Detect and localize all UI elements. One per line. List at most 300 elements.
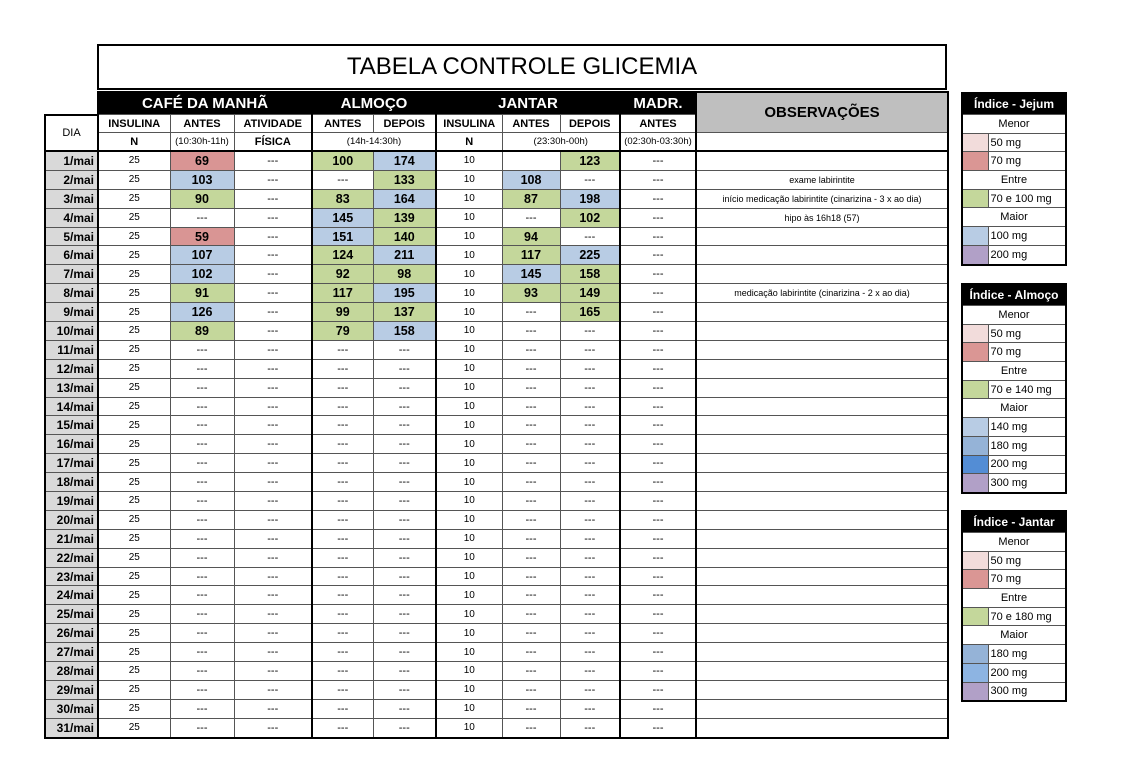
cell-ins-cafe: 25 — [98, 624, 170, 643]
cell-cafe-antes: --- — [170, 624, 234, 643]
cell-jan-depois: 225 — [560, 246, 620, 265]
cell-ins-jantar: 10 — [436, 492, 502, 511]
cell-dia: 19/mai — [45, 492, 98, 511]
cell-dia: 8/mai — [45, 284, 98, 303]
cell-jan-antes: --- — [502, 435, 560, 454]
cell-obs — [696, 397, 948, 416]
cell-atividade: --- — [234, 699, 312, 718]
obs-subheader-blank — [696, 133, 948, 152]
cell-ins-cafe: 25 — [98, 265, 170, 284]
cell-alm-antes: --- — [312, 586, 373, 605]
legend-label: 180 mg — [988, 436, 1066, 455]
cell-jan-depois: --- — [560, 548, 620, 567]
legend-label: 70 e 140 mg — [988, 380, 1066, 399]
cell-alm-depois: --- — [373, 529, 436, 548]
cell-madr: --- — [620, 605, 696, 624]
cell-alm-depois: 195 — [373, 284, 436, 303]
cell-alm-antes: --- — [312, 624, 373, 643]
cell-dia: 1/mai — [45, 151, 98, 170]
cell-madr: --- — [620, 170, 696, 189]
cell-alm-antes: --- — [312, 529, 373, 548]
cell-jan-antes: --- — [502, 624, 560, 643]
legend-swatch — [962, 682, 988, 701]
legend-table — [961, 283, 1067, 494]
cell-madr: --- — [620, 340, 696, 359]
table-row — [45, 605, 948, 624]
legend-label: 50 mg — [988, 324, 1066, 343]
cell-madr: --- — [620, 662, 696, 681]
table-row — [45, 208, 948, 227]
jantar-depois-header: DEPOIS — [560, 115, 620, 133]
cell-dia: 29/mai — [45, 680, 98, 699]
cell-ins-cafe: 25 — [98, 397, 170, 416]
cell-alm-antes: --- — [312, 605, 373, 624]
cell-jan-depois: --- — [560, 662, 620, 681]
cell-ins-jantar: 10 — [436, 340, 502, 359]
table-row — [45, 548, 948, 567]
cell-atividade: --- — [234, 662, 312, 681]
cell-dia: 7/mai — [45, 265, 98, 284]
cell-alm-depois: --- — [373, 586, 436, 605]
jantar-n-header: N — [436, 133, 502, 152]
cell-alm-depois: 139 — [373, 208, 436, 227]
cell-alm-depois: --- — [373, 680, 436, 699]
cell-alm-antes: --- — [312, 643, 373, 662]
cell-obs — [696, 567, 948, 586]
cell-alm-antes: --- — [312, 435, 373, 454]
cell-alm-depois: --- — [373, 340, 436, 359]
cell-dia: 12/mai — [45, 359, 98, 378]
table-row — [45, 586, 948, 605]
cell-ins-cafe: 25 — [98, 699, 170, 718]
cell-ins-cafe: 25 — [98, 567, 170, 586]
cell-cafe-antes: --- — [170, 359, 234, 378]
atividade-header: ATIVIDADE — [234, 115, 312, 133]
cell-alm-depois: --- — [373, 624, 436, 643]
table-row — [45, 378, 948, 397]
cell-madr: --- — [620, 718, 696, 737]
observacoes-header: OBSERVAÇÕES — [696, 92, 948, 133]
cell-dia: 18/mai — [45, 473, 98, 492]
cell-obs — [696, 529, 948, 548]
cell-ins-cafe: 25 — [98, 303, 170, 322]
cell-cafe-antes: --- — [170, 208, 234, 227]
cell-cafe-antes: 69 — [170, 151, 234, 170]
table-row — [45, 416, 948, 435]
cell-ins-cafe: 25 — [98, 340, 170, 359]
cell-cafe-antes: 103 — [170, 170, 234, 189]
table-row — [45, 322, 948, 341]
cell-alm-antes: 99 — [312, 303, 373, 322]
cell-atividade: --- — [234, 643, 312, 662]
cell-ins-jantar: 10 — [436, 170, 502, 189]
cell-jan-antes: --- — [502, 454, 560, 473]
cell-atividade: --- — [234, 189, 312, 208]
cell-obs — [696, 680, 948, 699]
cell-obs — [696, 624, 948, 643]
cell-madr: --- — [620, 548, 696, 567]
cell-madr: --- — [620, 378, 696, 397]
table-row — [45, 680, 948, 699]
cell-atividade: --- — [234, 586, 312, 605]
cell-obs — [696, 378, 948, 397]
cell-madr: --- — [620, 699, 696, 718]
cell-madr: --- — [620, 473, 696, 492]
cell-dia: 30/mai — [45, 699, 98, 718]
legend-swatch — [962, 436, 988, 455]
cell-alm-depois: 211 — [373, 246, 436, 265]
cell-alm-depois: 174 — [373, 151, 436, 170]
cell-atividade: --- — [234, 378, 312, 397]
cell-ins-cafe: 25 — [98, 284, 170, 303]
cell-obs — [696, 718, 948, 737]
cell-atividade: --- — [234, 416, 312, 435]
cell-dia: 28/mai — [45, 662, 98, 681]
cell-jan-antes: --- — [502, 643, 560, 662]
cell-alm-depois: --- — [373, 643, 436, 662]
cell-alm-depois: 98 — [373, 265, 436, 284]
cell-alm-antes: 124 — [312, 246, 373, 265]
legend-group-label: Menor — [962, 115, 1066, 134]
table-row — [45, 151, 948, 170]
cell-alm-antes: --- — [312, 492, 373, 511]
insulina-header: INSULINA — [98, 115, 170, 133]
cell-alm-depois: --- — [373, 359, 436, 378]
cell-atividade: --- — [234, 492, 312, 511]
cell-dia: 14/mai — [45, 397, 98, 416]
legend-label: 70 mg — [988, 570, 1066, 589]
cell-obs — [696, 151, 948, 170]
cell-jan-antes: --- — [502, 567, 560, 586]
cell-alm-antes: --- — [312, 378, 373, 397]
table-row — [45, 435, 948, 454]
cell-jan-depois: 158 — [560, 265, 620, 284]
cell-ins-cafe: 25 — [98, 510, 170, 529]
legend-group-label: Maior — [962, 399, 1066, 418]
cell-alm-antes: --- — [312, 699, 373, 718]
cell-ins-jantar: 10 — [436, 662, 502, 681]
cell-alm-antes: --- — [312, 662, 373, 681]
cell-obs — [696, 359, 948, 378]
cell-atividade: --- — [234, 359, 312, 378]
cell-alm-antes: --- — [312, 680, 373, 699]
table-row — [45, 227, 948, 246]
cell-ins-jantar: 10 — [436, 510, 502, 529]
cell-madr: --- — [620, 510, 696, 529]
cell-jan-antes: --- — [502, 359, 560, 378]
legend-swatch — [962, 663, 988, 682]
legend-label: 300 mg — [988, 474, 1066, 493]
cell-ins-jantar: 10 — [436, 643, 502, 662]
cell-jan-depois: --- — [560, 680, 620, 699]
cell-jan-depois: --- — [560, 473, 620, 492]
almoco-depois-header: DEPOIS — [373, 115, 436, 133]
cell-cafe-antes: 90 — [170, 189, 234, 208]
cell-jan-depois: --- — [560, 340, 620, 359]
cell-obs — [696, 699, 948, 718]
cell-jan-depois: --- — [560, 170, 620, 189]
almoco-header: ALMOÇO — [312, 92, 436, 115]
cell-alm-antes: 92 — [312, 265, 373, 284]
legend-label: 200 mg — [988, 663, 1066, 682]
cell-madr: --- — [620, 680, 696, 699]
cell-alm-depois: 164 — [373, 189, 436, 208]
cell-ins-jantar: 10 — [436, 473, 502, 492]
cell-ins-cafe: 25 — [98, 643, 170, 662]
cell-jan-depois: --- — [560, 567, 620, 586]
cell-dia: 23/mai — [45, 567, 98, 586]
cell-jan-depois: --- — [560, 529, 620, 548]
legend-group-label: Entre — [962, 171, 1066, 190]
cell-ins-jantar: 10 — [436, 397, 502, 416]
cell-alm-antes: --- — [312, 548, 373, 567]
cell-cafe-antes: 126 — [170, 303, 234, 322]
cell-alm-depois: 137 — [373, 303, 436, 322]
cell-madr: --- — [620, 624, 696, 643]
cell-jan-depois: --- — [560, 492, 620, 511]
cell-obs — [696, 265, 948, 284]
cell-alm-depois: --- — [373, 435, 436, 454]
cell-alm-antes: --- — [312, 718, 373, 737]
cell-dia: 17/mai — [45, 454, 98, 473]
madr-time: (02:30h-03:30h) — [620, 133, 696, 152]
cell-ins-jantar: 10 — [436, 208, 502, 227]
legend-group-label: Menor — [962, 306, 1066, 325]
cell-obs: hipo às 16h18 (57) — [696, 208, 948, 227]
table-row — [45, 492, 948, 511]
legend-group-label: Maior — [962, 626, 1066, 645]
cell-obs: medicação labirintite (cinarizina - 2 x ao dia) — [696, 284, 948, 303]
legend-label: 300 mg — [988, 682, 1066, 701]
cell-jan-antes: --- — [502, 473, 560, 492]
legend-swatch — [962, 189, 988, 208]
cell-jan-antes: --- — [502, 586, 560, 605]
cell-ins-cafe: 25 — [98, 680, 170, 699]
cell-alm-antes: --- — [312, 567, 373, 586]
cell-jan-depois: --- — [560, 397, 620, 416]
cell-alm-antes: --- — [312, 397, 373, 416]
cell-madr: --- — [620, 303, 696, 322]
cell-alm-depois: --- — [373, 492, 436, 511]
cell-obs — [696, 322, 948, 341]
cell-jan-antes: --- — [502, 699, 560, 718]
cell-ins-jantar: 10 — [436, 567, 502, 586]
cell-jan-antes: --- — [502, 397, 560, 416]
cell-jan-depois: --- — [560, 416, 620, 435]
cell-ins-jantar: 10 — [436, 246, 502, 265]
cell-atividade: --- — [234, 170, 312, 189]
cell-jan-antes: 94 — [502, 227, 560, 246]
table-row — [45, 189, 948, 208]
cell-ins-jantar: 10 — [436, 416, 502, 435]
legend-table — [961, 92, 1067, 266]
cell-madr: --- — [620, 284, 696, 303]
cell-jan-depois: --- — [560, 435, 620, 454]
cell-alm-depois: --- — [373, 454, 436, 473]
cell-ins-cafe: 25 — [98, 322, 170, 341]
cell-ins-jantar: 10 — [436, 322, 502, 341]
cell-dia: 20/mai — [45, 510, 98, 529]
almoco-antes-header: ANTES — [312, 115, 373, 133]
cell-ins-cafe: 25 — [98, 246, 170, 265]
cell-jan-antes: 117 — [502, 246, 560, 265]
cell-alm-antes: 79 — [312, 322, 373, 341]
cell-obs — [696, 416, 948, 435]
madr-antes-header: ANTES — [620, 115, 696, 133]
legend-group-label: Entre — [962, 362, 1066, 381]
cell-ins-jantar: 10 — [436, 680, 502, 699]
legend-swatch — [962, 645, 988, 664]
cell-atividade: --- — [234, 567, 312, 586]
cell-cafe-antes: 59 — [170, 227, 234, 246]
cell-obs — [696, 227, 948, 246]
cell-cafe-antes: --- — [170, 416, 234, 435]
cell-jan-antes — [502, 151, 560, 170]
legend-label: 70 e 180 mg — [988, 607, 1066, 626]
cell-obs — [696, 340, 948, 359]
cell-alm-depois: --- — [373, 662, 436, 681]
legend-swatch — [962, 455, 988, 474]
cafe-n-header: N — [98, 133, 170, 152]
cell-atividade: --- — [234, 605, 312, 624]
cell-madr: --- — [620, 227, 696, 246]
page-title: TABELA CONTROLE GLICEMIA — [97, 44, 947, 90]
cell-dia: 24/mai — [45, 586, 98, 605]
cell-obs: início medicação labirintite (cinarizina - 3 x ao dia) — [696, 189, 948, 208]
cell-ins-jantar: 10 — [436, 605, 502, 624]
cell-atividade: --- — [234, 680, 312, 699]
cell-jan-depois: --- — [560, 718, 620, 737]
cell-jan-antes: --- — [502, 718, 560, 737]
cell-jan-depois: --- — [560, 378, 620, 397]
cell-alm-antes: 83 — [312, 189, 373, 208]
cell-ins-cafe: 25 — [98, 586, 170, 605]
legend-title: Índice - Jantar — [962, 511, 1066, 533]
cell-alm-antes: --- — [312, 473, 373, 492]
cell-madr: --- — [620, 265, 696, 284]
cell-jan-antes: --- — [502, 680, 560, 699]
cell-jan-antes: --- — [502, 529, 560, 548]
madr-header: MADR. — [620, 92, 696, 115]
legend-label: 100 mg — [988, 227, 1066, 246]
table-row — [45, 340, 948, 359]
cell-jan-antes: --- — [502, 605, 560, 624]
cell-madr: --- — [620, 454, 696, 473]
cell-atividade: --- — [234, 718, 312, 737]
cell-dia: 31/mai — [45, 718, 98, 737]
cell-dia: 22/mai — [45, 548, 98, 567]
cell-alm-depois: 158 — [373, 322, 436, 341]
cell-dia: 21/mai — [45, 529, 98, 548]
cell-cafe-antes: --- — [170, 662, 234, 681]
fisica-header: FÍSICA — [234, 133, 312, 152]
legend-label: 140 mg — [988, 418, 1066, 437]
cell-dia: 9/mai — [45, 303, 98, 322]
cell-jan-depois: 102 — [560, 208, 620, 227]
legend-title: Índice - Jejum — [962, 93, 1066, 115]
cell-obs — [696, 303, 948, 322]
cell-ins-cafe: 25 — [98, 492, 170, 511]
cell-cafe-antes: --- — [170, 435, 234, 454]
cell-jan-antes: --- — [502, 208, 560, 227]
cell-alm-depois: --- — [373, 416, 436, 435]
cell-cafe-antes: --- — [170, 586, 234, 605]
cell-ins-cafe: 25 — [98, 208, 170, 227]
legend-swatch — [962, 343, 988, 362]
cell-jan-antes: 145 — [502, 265, 560, 284]
cell-jan-antes: --- — [502, 378, 560, 397]
cell-cafe-antes: --- — [170, 397, 234, 416]
cell-ins-jantar: 10 — [436, 151, 502, 170]
legend-label: 200 mg — [988, 455, 1066, 474]
cell-madr: --- — [620, 397, 696, 416]
cell-ins-cafe: 25 — [98, 151, 170, 170]
cell-ins-cafe: 25 — [98, 435, 170, 454]
cell-atividade: --- — [234, 322, 312, 341]
cell-alm-depois: --- — [373, 473, 436, 492]
legend-label: 180 mg — [988, 645, 1066, 664]
cell-obs — [696, 454, 948, 473]
cell-atividade: --- — [234, 454, 312, 473]
cafe-antes-header: ANTES — [170, 115, 234, 133]
cell-atividade: --- — [234, 548, 312, 567]
cell-jan-depois: 198 — [560, 189, 620, 208]
dia-header: DIA — [45, 115, 98, 152]
table-row — [45, 699, 948, 718]
cell-jan-antes: 93 — [502, 284, 560, 303]
cell-cafe-antes: --- — [170, 643, 234, 662]
cell-cafe-antes: --- — [170, 699, 234, 718]
cell-alm-depois: 133 — [373, 170, 436, 189]
cell-jan-depois: --- — [560, 322, 620, 341]
cell-cafe-antes: --- — [170, 605, 234, 624]
cell-dia: 4/mai — [45, 208, 98, 227]
cell-ins-cafe: 25 — [98, 662, 170, 681]
cell-cafe-antes: --- — [170, 680, 234, 699]
cell-jan-depois: 165 — [560, 303, 620, 322]
cell-alm-antes: --- — [312, 510, 373, 529]
legend-swatch — [962, 133, 988, 152]
table-row — [45, 529, 948, 548]
cell-ins-cafe: 25 — [98, 170, 170, 189]
cell-madr: --- — [620, 208, 696, 227]
cell-madr: --- — [620, 189, 696, 208]
cell-jan-antes: --- — [502, 510, 560, 529]
cell-ins-cafe: 25 — [98, 473, 170, 492]
cell-obs — [696, 662, 948, 681]
cell-ins-jantar: 10 — [436, 454, 502, 473]
cell-dia: 25/mai — [45, 605, 98, 624]
cell-obs — [696, 548, 948, 567]
cell-atividade: --- — [234, 529, 312, 548]
cell-alm-depois: --- — [373, 548, 436, 567]
cell-madr: --- — [620, 151, 696, 170]
cell-obs — [696, 492, 948, 511]
cell-cafe-antes: --- — [170, 340, 234, 359]
cell-cafe-antes: --- — [170, 492, 234, 511]
cell-dia: 16/mai — [45, 435, 98, 454]
cell-alm-depois: --- — [373, 397, 436, 416]
cell-cafe-antes: --- — [170, 454, 234, 473]
cell-jan-antes: --- — [502, 662, 560, 681]
cell-madr: --- — [620, 435, 696, 454]
cell-alm-antes: 151 — [312, 227, 373, 246]
cell-dia: 6/mai — [45, 246, 98, 265]
cell-dia: 27/mai — [45, 643, 98, 662]
cell-jan-depois: --- — [560, 624, 620, 643]
cell-dia: 26/mai — [45, 624, 98, 643]
cell-obs — [696, 643, 948, 662]
